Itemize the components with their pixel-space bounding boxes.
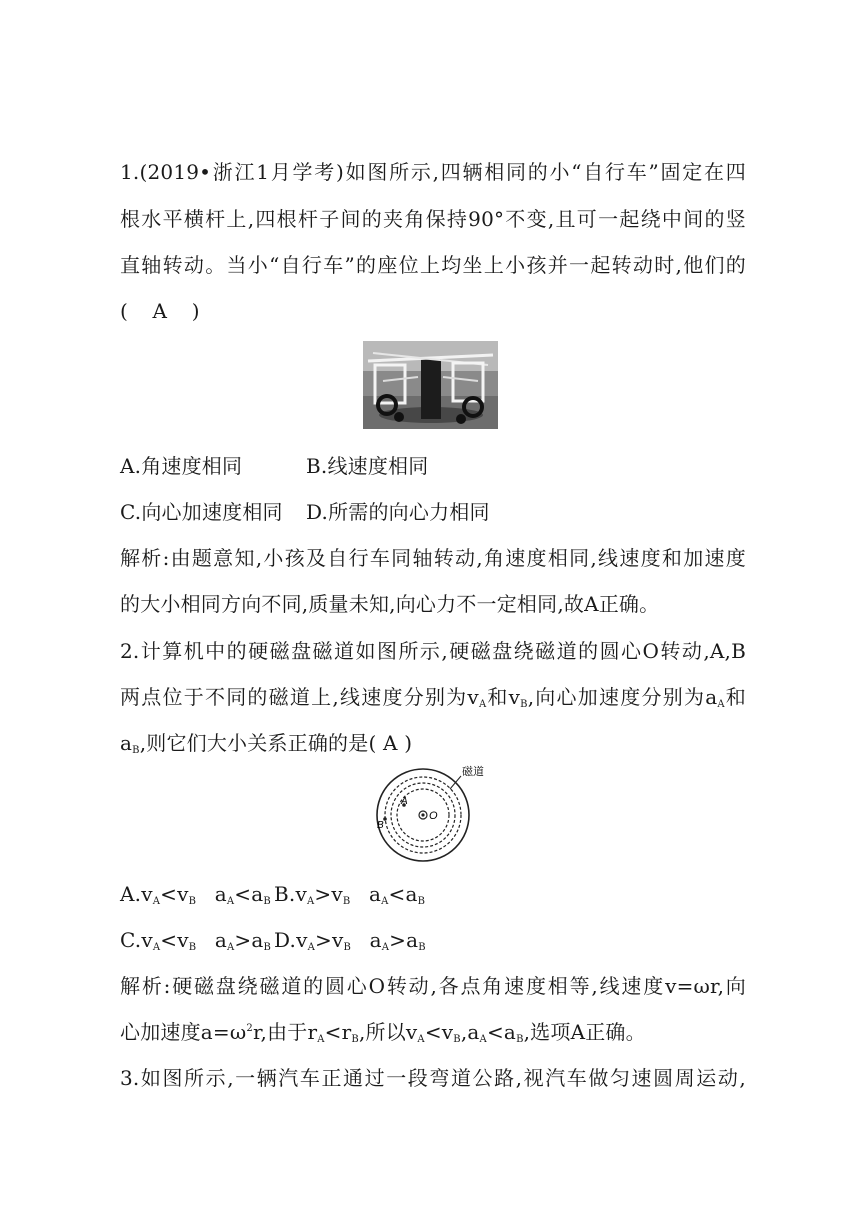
point-a-label: A bbox=[401, 796, 408, 807]
q1-options-row-1 bbox=[120, 454, 746, 478]
q1-option-d: D.所需的向心力相同 bbox=[306, 500, 490, 524]
q1-option-a: A.角速度相同 bbox=[120, 454, 243, 478]
q1-analysis-line-2: 的大小相同方向不同,质量未知,向心力不一定相同,故A正确。 bbox=[120, 592, 660, 616]
q2-line-3: $a_B$,则它们大小关系正确的是( A ) bbox=[120, 731, 413, 756]
q1-option-c: C.向心加速度相同 bbox=[120, 500, 283, 524]
q2-options-row-2 bbox=[120, 928, 746, 952]
q2-option-b: $B.v_A>v_B$ $a_A<a_B$ bbox=[274, 882, 426, 907]
carousel-bicycle-photo bbox=[363, 341, 498, 429]
q1-options-row-2 bbox=[120, 500, 746, 524]
q2-line-1: 2.计算机中的硬磁盘磁道如图所示,硬磁盘绕磁道的圆心O转动,A,B bbox=[120, 639, 746, 663]
hard-disk-track-diagram bbox=[368, 763, 494, 863]
q2-analysis-line-2: 心加速度$a=\omega^2r$,由于$r_A<r_B$,所以$v_A<v_B,a_A<a_B$,选项A正确。 bbox=[120, 1020, 646, 1045]
q1-line-3: 直轴转动。当小“自行车”的座位上均坐上小孩并一起转动时,他们的 bbox=[120, 253, 746, 277]
q1-option-b: B.线速度相同 bbox=[306, 454, 429, 478]
center-label: O bbox=[429, 810, 438, 822]
q2-line-2: 两点位于不同的磁道上,线速度分别为$v_A$和$v_B$,向心加速度分别为$a_A$和 bbox=[120, 685, 747, 710]
q2-options-row-1 bbox=[120, 882, 746, 906]
q2-option-a: $A.v_A<v_B$ $a_A<a_B$ bbox=[120, 882, 271, 907]
q2-option-d: $D.v_A>v_B$ $a_A>a_B$ bbox=[274, 928, 426, 953]
point-b-label: B bbox=[377, 820, 384, 831]
q3-line-1: 3.如图所示,一辆汽车正通过一段弯道公路,视汽车做匀速圆周运动, bbox=[120, 1066, 746, 1090]
track-label: 磁道 bbox=[462, 766, 484, 778]
q2-option-c: $C.v_A<v_B$ $a_A>a_B$ bbox=[120, 928, 272, 953]
q2-analysis-line-1: 解析:硬磁盘绕磁道的圆心O转动,各点角速度相等,线速度v=ωr,向 bbox=[120, 974, 746, 998]
q1-answer: ( A ) bbox=[120, 299, 200, 323]
q1-analysis-line-1: 解析:由题意知,小孩及自行车同轴转动,角速度相同,线速度和加速度 bbox=[120, 546, 746, 570]
q1-line-2: 根水平横杆上,四根杆子间的夹角保持90°不变,且可一起绕中间的竖 bbox=[120, 207, 746, 231]
q1-line-1: 1.(2019•浙江1月学考)如图所示,四辆相同的小“自行车”固定在四 bbox=[120, 160, 746, 184]
